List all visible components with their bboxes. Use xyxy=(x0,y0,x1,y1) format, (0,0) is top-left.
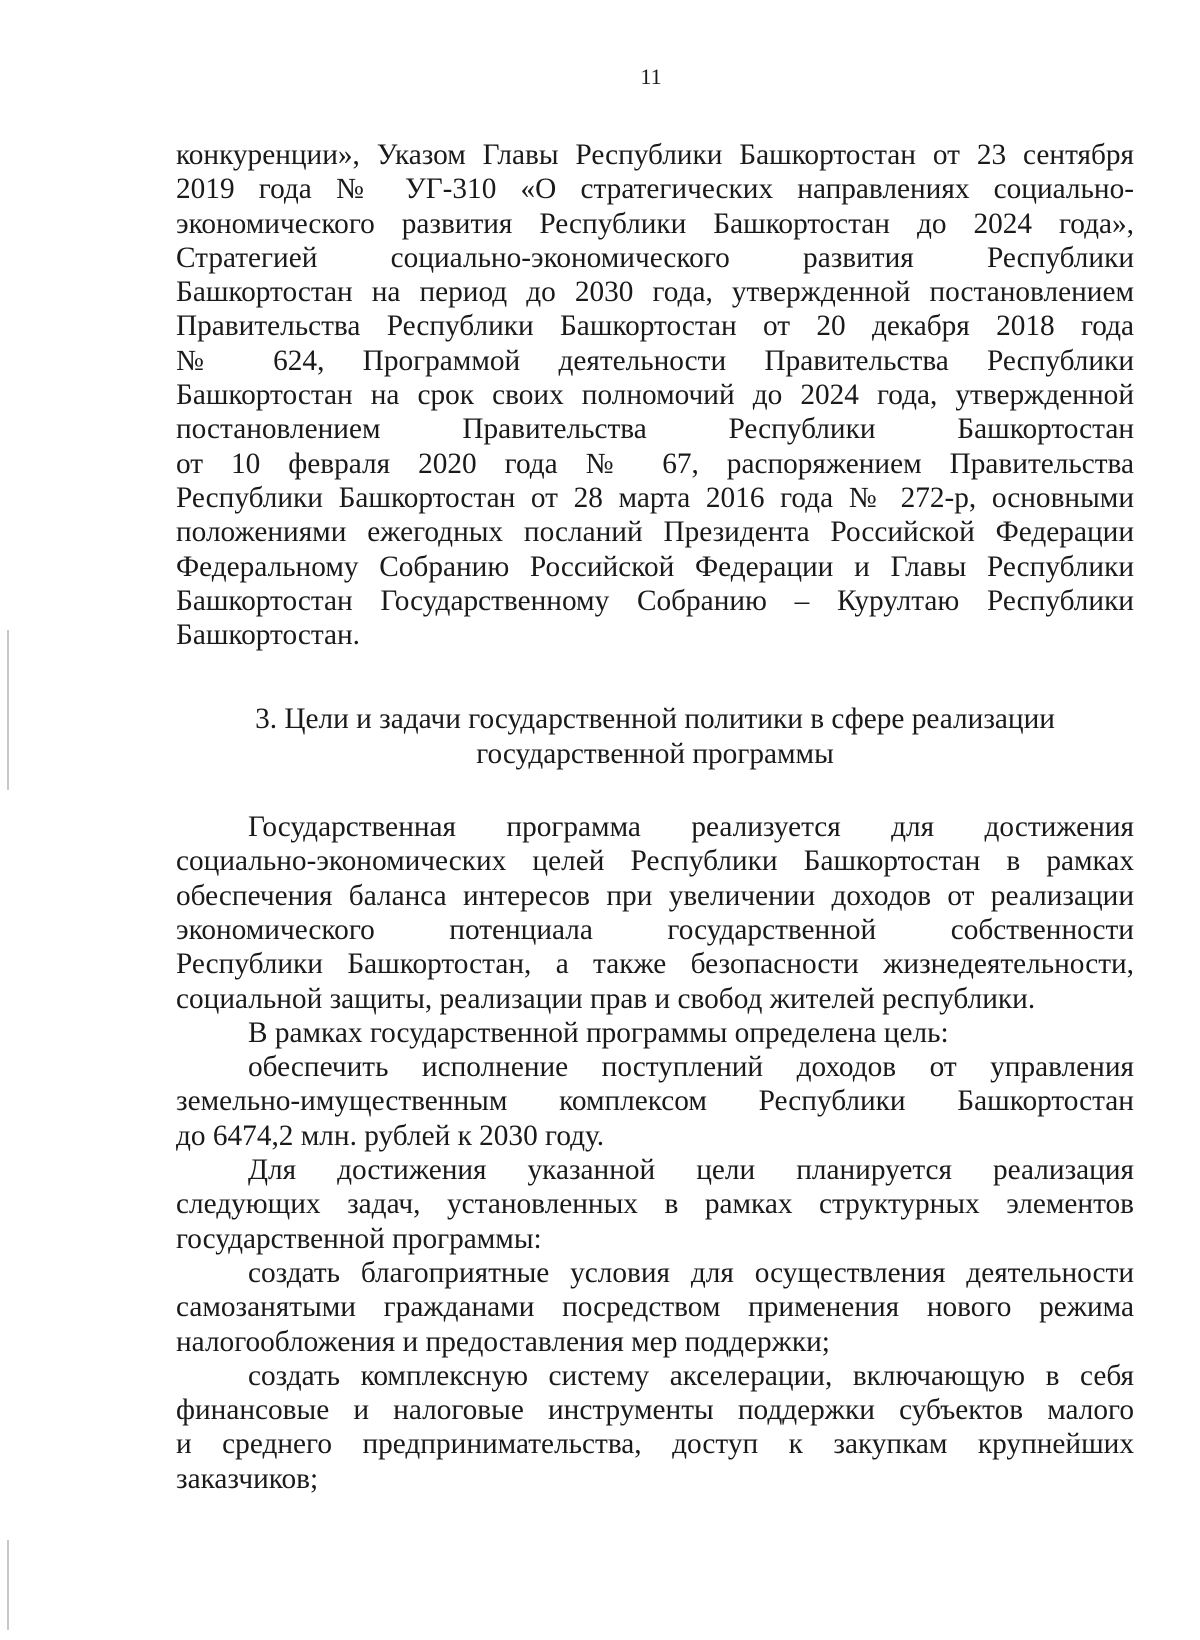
section-heading xyxy=(176,702,1134,771)
text-line: конкуренции», Указом Главы Республики Башкортостан от 23 сентября xyxy=(176,139,1134,171)
text-line: создать комплексную систему акселерации, включающую в себя xyxy=(248,1359,1134,1392)
text-line: самозанятыми гражданами посредством применения нового режима xyxy=(176,1291,1134,1324)
scan-artifact xyxy=(7,1540,9,1630)
text-line: Правительства Республики Башкортостан от 20 декабря 2018 года xyxy=(176,310,1134,343)
document-body xyxy=(176,138,1134,1496)
text-line: заказчиков; xyxy=(176,1462,319,1495)
text-line: В рамках государственной программы определена цель: xyxy=(248,1016,949,1049)
text-line: Башкортостан на срок своих полномочий до 2024 года, утвержденной xyxy=(176,379,1134,412)
section-heading-line: 3. Цели и задачи государственной политики в сфере реализации xyxy=(255,703,1055,736)
text-line: и среднего предпринимательства, доступ к закупкам крупнейших xyxy=(176,1428,1134,1461)
text-line: экономического развития Республики Башкортостан до 2024 года», xyxy=(176,207,1134,240)
paragraph-group-top xyxy=(176,138,1134,652)
text-line: Для достижения указанной цели планируется реализация xyxy=(248,1154,1134,1187)
text-line: Государственная программа реализуется для достижения xyxy=(248,811,1134,844)
text-line: Республики Башкортостан, а также безопасности жизнедеятельности, xyxy=(176,948,1134,981)
scan-artifact xyxy=(7,630,9,790)
text-line: положениями ежегодных посланий Президента Российской Федерации xyxy=(176,516,1134,549)
text-line: финансовые и налоговые инструменты поддержки субъектов малого xyxy=(176,1394,1134,1427)
text-line: создать благоприятные условия для осуществления деятельности xyxy=(248,1256,1134,1289)
text-line: обеспечить исполнение поступлений доходов от управления xyxy=(248,1051,1134,1084)
text-line: 2019 года № УГ-310 «О стратегических направлениях социально- xyxy=(176,173,1134,206)
text-line: Стратегией социально-экономического развития Республики xyxy=(176,241,1134,274)
text-line: экономического потенциала государственной собственности xyxy=(176,913,1134,946)
text-line: Федеральному Собранию Российской Федерации и Главы Республики xyxy=(176,550,1134,583)
text-line: социальной защиты, реализации прав и свобод жителей республики. xyxy=(176,982,1036,1015)
page-number: 11 xyxy=(640,64,662,89)
section-heading-line: государственной программы xyxy=(476,737,834,770)
text-line: от 10 февраля 2020 года № 67, распоряжением Правительства xyxy=(176,447,1134,480)
text-line: Башкортостан на период до 2030 года, утвержденной постановлением xyxy=(176,276,1134,309)
text-line: Республики Башкортостан от 28 марта 2016 года № 272-р, основными xyxy=(176,481,1134,514)
text-line: постановлением Правительства Республики Башкортостан xyxy=(176,413,1134,446)
text-line: государственной программы: xyxy=(176,1222,542,1255)
text-line: Башкортостан. xyxy=(176,619,361,652)
text-line: земельно-имущественным комплексом Республики Башкортостан xyxy=(176,1085,1134,1118)
text-line: социально-экономических целей Республики Башкортостан в рамках xyxy=(176,845,1134,878)
text-line: обеспечения баланса интересов при увеличении доходов от реализации xyxy=(176,879,1134,912)
paragraph-group-bottom xyxy=(176,810,1134,1496)
text-line: до 6474,2 млн. рублей к 2030 году. xyxy=(176,1119,605,1152)
text-line: № 624, Программой деятельности Правительства Республики xyxy=(176,344,1134,377)
text-line: следующих задач, установленных в рамках структурных элементов xyxy=(176,1188,1134,1221)
text-line: налогообложения и предоставления мер поддержки; xyxy=(176,1325,830,1358)
text-line: Башкортостан Государственному Собранию – Курултаю Республики xyxy=(176,584,1134,617)
